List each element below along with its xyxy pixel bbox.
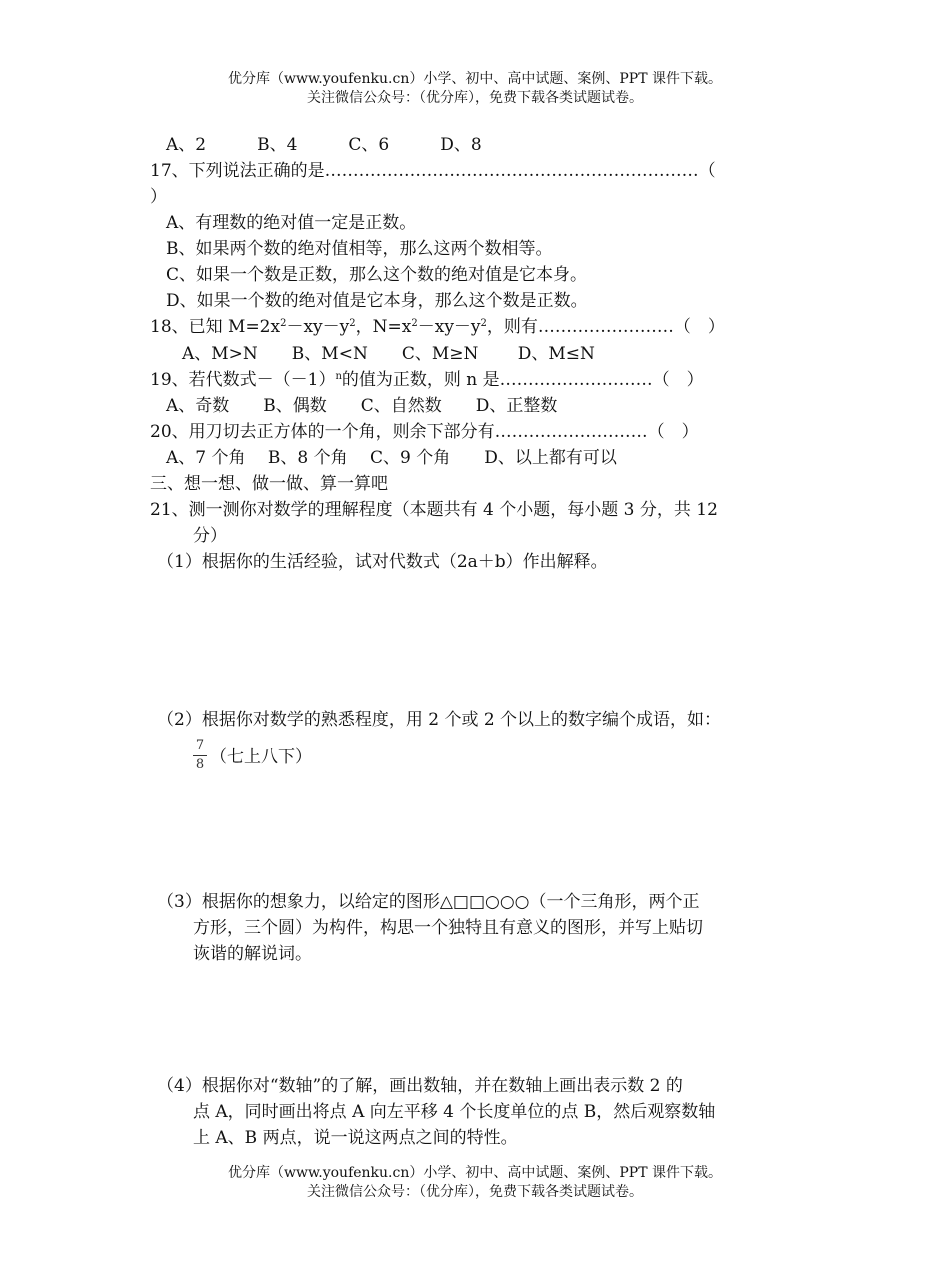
q19-stem: 19、若代数式$-(-1)^n$的值为正数，则 n 是………………………（ ） (150, 370, 704, 390)
q21-sub-3-line-3: 诙谐的解说词。 (193, 944, 312, 964)
q21-sub-3-line-2: 方形，三个圆）为构件，构思一个独特且有意义的图形，并写上贴切 (193, 918, 703, 938)
q18-stem: 18、已知 $M=2x^2-xy-y^2$，$N=x^2-xy-y^2$，则有……………………（ ） (150, 317, 725, 337)
q21-sub-2-example: （七上八下） (210, 747, 312, 767)
q20-stem: 20、用刀切去正方体的一个角，则余下部分有………………………（ ） (150, 422, 699, 442)
fraction-denominator: 8 (195, 757, 205, 772)
q21-sub-4-line-3: 上 A、B 两点，说一说这两点之间的特性。 (193, 1128, 518, 1148)
q21-stem-line-2: 分） (193, 526, 227, 546)
q21-sub-2: （2）根据你对数学的熟悉程度，用 2 个或 2 个以上的数字编个成语，如： (157, 710, 722, 730)
header-line-1: 优分库（www.youfenku.cn）小学、初中、高中试题、案例、PPT 课件下载。 (227, 71, 722, 87)
q17-stem-end: ） (150, 187, 167, 207)
q19-options: A、奇数 B、偶数 C、自然数 D、正整数 (166, 396, 558, 416)
page-footer (0, 1164, 950, 1202)
q17-stem: 17、下列说法正确的是…………………………………………………………（ (150, 161, 716, 181)
header-line-2: 关注微信公众号：（优分库），免费下载各类试题试卷。 (307, 90, 643, 106)
q16-options: A、2 B、4 C、6 D、8 (166, 135, 482, 155)
q21-stem-line-1: 21、测一测你对数学的理解程度（本题共有 4 个小题，每小题 3 分，共 12 (150, 500, 718, 520)
section-3-title: 三、想一想、做一做、算一算吧 (150, 474, 388, 494)
q20-options: A、7 个角 B、8 个角 C、9 个角 D、以上都有可以 (166, 448, 617, 468)
fraction-numerator: 7 (195, 738, 205, 753)
q17-option-c: C、如果一个数是正数，那么这个数的绝对值是它本身。 (166, 265, 588, 285)
q21-sub-4-line-2: 点 A，同时画出将点 A 向左平移 4 个长度单位的点 B，然后观察数轴 (193, 1102, 716, 1122)
q18-options: A、M>N B、M<N C、M≥N D、M≤N (182, 344, 595, 364)
page-header (0, 70, 950, 108)
fraction-seven-eighths (193, 738, 207, 773)
q17-option-d: D、如果一个数的绝对值是它本身，那么这个数是正数。 (166, 291, 588, 311)
q21-sub-3-line-1: （3）根据你的想象力，以给定的图形△□□○○○（一个三角形，两个正 (157, 892, 700, 912)
q21-sub-1: （1）根据你的生活经验，试对代数式（2a＋b）作出解释。 (157, 552, 608, 572)
footer-line-2: 关注微信公众号：（优分库），免费下载各类试题试卷。 (307, 1184, 643, 1200)
footer-line-1: 优分库（www.youfenku.cn）小学、初中、高中试题、案例、PPT 课件下载。 (227, 1165, 722, 1181)
fraction-bar (193, 755, 207, 756)
q21-sub-4-line-1: （4）根据你对“数轴”的了解，画出数轴，并在数轴上画出表示数 2 的 (157, 1076, 683, 1096)
q17-option-a: A、有理数的绝对值一定是正数。 (166, 213, 417, 233)
q17-option-b: B、如果两个数的绝对值相等，那么这两个数相等。 (166, 239, 553, 259)
